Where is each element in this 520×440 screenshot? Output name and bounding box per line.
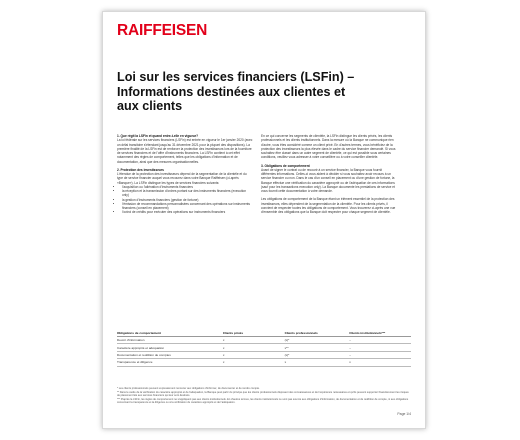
- table-cell: –: [349, 344, 411, 351]
- table-row: [117, 351, 411, 358]
- document-title: [117, 70, 417, 114]
- section-3-body-2: Les obligations de comportement de la Banque étant un élément essentiel de la protection des investisseurs, elles dépendent de la segmentation de la clientèle. Pour les clients privés, il convient de respecter toutes les obligations de comportement. Vous trouverez ci-après une vue d'ensemble des obligations que la Banque doit respecter pour chaque segment de clientèle.: [261, 197, 396, 214]
- column-header: Clients professionnels: [285, 330, 350, 337]
- table-row: [117, 344, 411, 351]
- table-cell: x**: [285, 344, 350, 351]
- title-line-1: Loi sur les services financiers (LSFin) –: [117, 70, 355, 84]
- table-cell: Devoir d'information: [117, 337, 223, 344]
- table-cell: Documentation et reddition de comptes: [117, 351, 223, 358]
- table-cell: x: [223, 337, 285, 344]
- footnotes: [117, 387, 411, 405]
- section-1-body: La loi fédérale sur les services financiers (LSFin) est entrée en vigueur le 1er janvier 2020 (avec un délai transitoire s'étendant jusqu'au 31 décembre 2021 pour la plupart des dispositions). La première finalité de la LSFin est de renforcer la protection des investisseurs lors de la fourniture de services financiers et de l'offre d'instruments financiers. La LSFin contient à cet effet notamment des règles de comportement, telles que les obligations d'information et de documentation, ainsi que des mesures organisationnelles.: [117, 138, 253, 164]
- list-item: • la réception et la transmission d'ordres portant sur des instruments financiers (execution only): [122, 189, 253, 198]
- obligations-table: [117, 330, 411, 367]
- right-column: [261, 134, 397, 214]
- section-3-body-1: Avant de signer le contrat ou de recourir à un service financier, la Banque vous fournit différentes informations. Celles-ci vous aident à décider si vous souhaitez avoir recours à un service financier ou non. Dans le cas d'un conseil en placement ou d'une gestion de fortune, la Banque effectue une vérification du caractère approprié ou de l'adéquation de ces informations (sauf pour les transactions execution only). La Banque documente les prestations de service et vous fournit cette documentation à votre demande.: [261, 167, 395, 193]
- section-2-body: L'étendue de la protection des investisseurs dépend de la segmentation de la clientèle et du type de service financier auquel vous recourez dans votre Banque Raiffeisen (ci-après «Banque»). La LSFin distingue les types de services financiers suivants:: [117, 172, 247, 185]
- document-page: [102, 11, 426, 429]
- list-item: • l'émission de recommandations personnalisées concernant des opérations sur instruments financiers (conseil en placement): [122, 202, 253, 211]
- title-line-3: aux clients: [117, 99, 183, 113]
- table-cell: (x)*: [285, 351, 350, 358]
- list-item: • l'octroi de crédits pour exécuter des opérations sur instruments financiers: [122, 210, 253, 214]
- footnote-2: ** Dans le cadre de la vérification du caractère approprié et de l'adéquation, la Banque peut partir du principe que les clients professionnels disposent des connaissances et de l'expérience nécessaires et qu'ils peuvent supporter financièrement les risques de placement liés aux services financiers qui leur sont destinés.: [117, 390, 409, 397]
- title-line-2: Informations destinées aux clientes et: [117, 84, 346, 99]
- footnote-1: * Les clients professionnels peuvent expressément renoncer aux obligations d'informer, de documenter et de rendre compte.: [117, 387, 260, 390]
- page-number: Page 1/4: [397, 412, 411, 416]
- table-cell: x: [285, 359, 350, 366]
- table-row: [117, 337, 411, 344]
- table-cell: Transparence et diligence: [117, 359, 223, 366]
- column-header: Obligations de comportement: [117, 330, 223, 337]
- column-header: Clients privés: [223, 330, 285, 337]
- section-2-heading: 2. Protection des investisseurs: [117, 167, 164, 172]
- left-column: [117, 134, 253, 215]
- table-cell: x: [223, 359, 285, 366]
- footnote-3: *** D'après la LSFin, les règles de comportement ne s'appliquent pas aux clients institutionnels. En d'autres termes, les clients institutionnels ne sont pas soumis aux obligations d'information, de documentation et de reddition de compte, ni aux obligations concernant la transparence et la diligence ou à la vérification du caractère approprié et de l'adéquation.: [117, 397, 409, 404]
- column-header: Clients institutionnels***: [349, 330, 411, 337]
- section-3-heading: 3. Obligations de comportement: [261, 163, 310, 168]
- table-cell: Caractère approprié et adéquation: [117, 344, 223, 351]
- table-cell: (x)*: [285, 337, 350, 344]
- list-item: • l'acquisition ou l'aliénation d'instruments financiers: [122, 185, 253, 189]
- service-types-list: [117, 185, 253, 215]
- table-cell: –: [349, 337, 411, 344]
- segments-body: En ce qui concerne les segments de clientèle, la LSFin distingue les clients privés, les clients professionnels et les clients institutionnels. Dans la mesure où la Banque ne communique rien d'autre, vous êtes considéré comme un client privé. En d'autres termes, vous bénéficiez de la protection des investisseurs la plus élevée dans le cadre du service financier demandé. Si vous souhaitez être classé dans un autre segment de clientèle, ce qui est possible sous certaines conditions, veuillez vous adresser à votre conseillère ou à votre conseiller clientèle.: [261, 134, 396, 160]
- table-cell: x: [223, 351, 285, 358]
- list-item: • la gestion d'instruments financiers (gestion de fortune): [122, 198, 253, 202]
- raiffeisen-logo: RAIFFEISEN: [117, 22, 208, 39]
- table-row: [117, 359, 411, 366]
- table-cell: x: [223, 344, 285, 351]
- table-cell: –: [349, 351, 411, 358]
- section-1-heading: 1. Que régit la LSFin et quand entre-t-elle en vigueur?: [117, 134, 199, 138]
- table-cell: x: [349, 359, 411, 366]
